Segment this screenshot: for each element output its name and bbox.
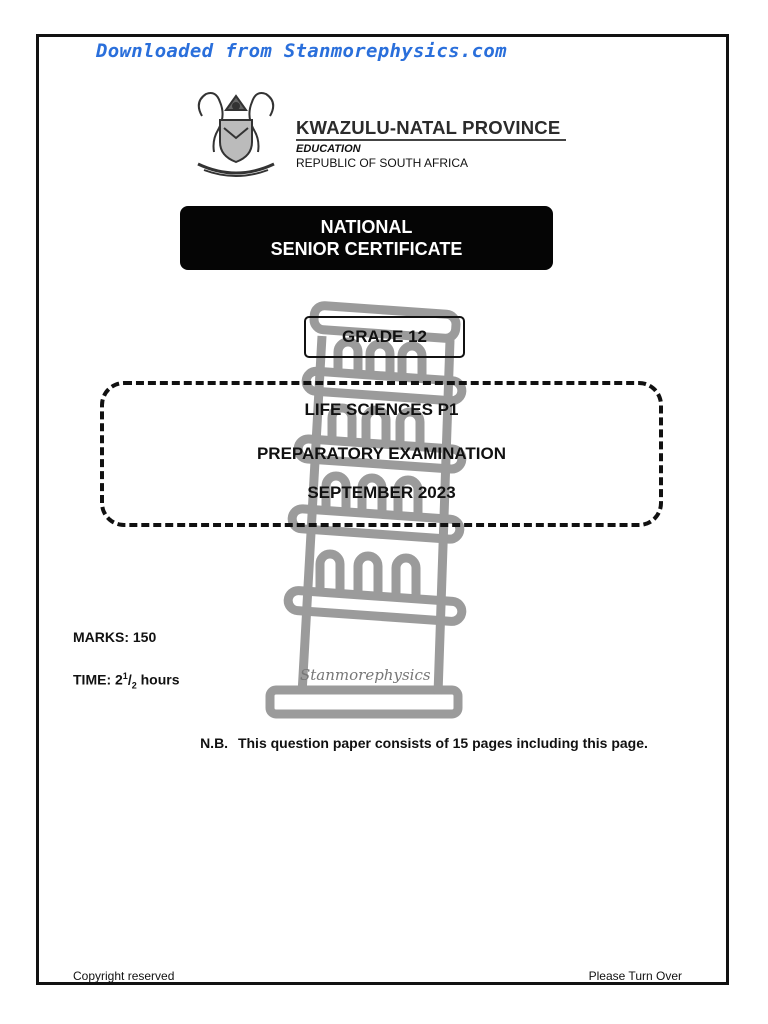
footer-copyright: Copyright reserved [73, 969, 175, 983]
note-text: This question paper consists of 15 pages including this page. [237, 735, 648, 751]
coat-of-arms-logo [184, 86, 288, 180]
time-unit: hours [140, 671, 180, 688]
time-fraction-denominator: 2 [131, 680, 137, 691]
department-name: EDUCATION [296, 143, 361, 155]
watermark-text: Stanmorephysics [300, 666, 431, 684]
certificate-line-1: NATIONAL [320, 217, 413, 237]
exam-type: PREPARATORY EXAMINATION [256, 444, 507, 463]
certificate-line-2: SENIOR CERTIFICATE [270, 239, 463, 259]
province-name: KWAZULU-NATAL PROVINCE [296, 117, 561, 138]
certificate-banner [180, 206, 553, 270]
marks-line [73, 629, 156, 645]
footer-turn-over: Please Turn Over [588, 969, 682, 983]
grade-box: GRADE 12 [304, 316, 465, 358]
time-label: TIME: [73, 671, 112, 688]
exam-date: SEPTEMBER 2023 [307, 483, 456, 502]
time-fraction-numerator: 1 [122, 671, 128, 681]
time-whole: 2 [115, 671, 123, 688]
time-line: TIME: $2^1/_2$ hours [73, 671, 180, 691]
subject-title: LIFE SCIENCES P1 [304, 400, 459, 419]
province-divider [296, 139, 566, 141]
marks-label: MARKS: [73, 629, 129, 645]
download-source-link[interactable]: Downloaded from Stanmorephysics.com [96, 40, 507, 62]
page-count-note [0, 735, 768, 751]
note-prefix: N.B. [200, 735, 229, 751]
marks-value: 150 [132, 629, 157, 645]
country-name: REPUBLIC OF SOUTH AFRICA [296, 156, 469, 170]
